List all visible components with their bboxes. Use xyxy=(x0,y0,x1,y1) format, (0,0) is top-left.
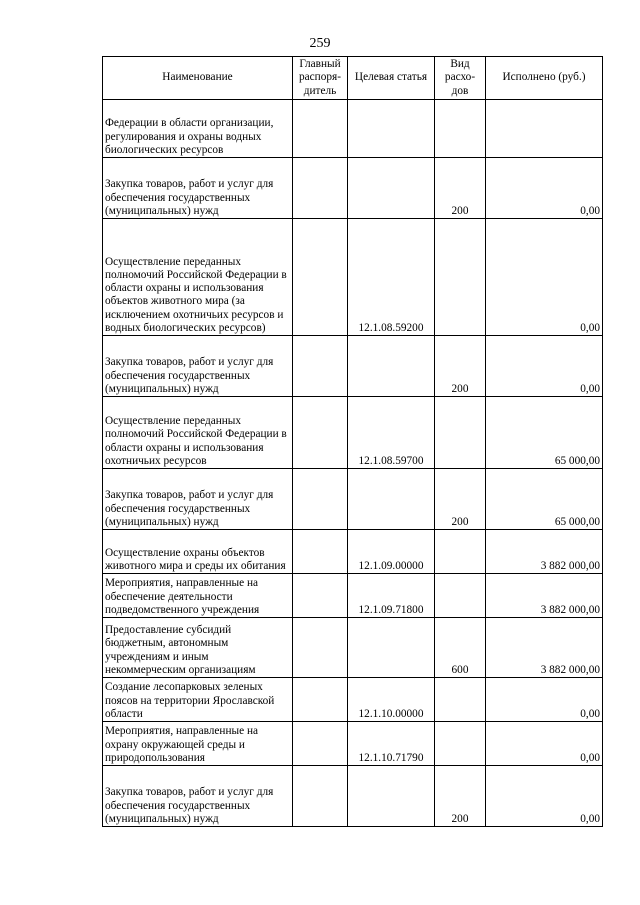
table-header-row xyxy=(103,57,603,100)
cell-admin xyxy=(293,219,348,336)
cell-name: Закупка товаров, работ и услуг для обеспечения государственных (муниципальных) нужд xyxy=(103,336,293,397)
table-row xyxy=(103,722,603,766)
cell-admin xyxy=(293,766,348,827)
table-row xyxy=(103,530,603,574)
cell-target xyxy=(348,469,435,530)
cell-type: 200 xyxy=(435,766,486,827)
cell-name: Закупка товаров, работ и услуг для обеспечения государственных (муниципальных) нужд xyxy=(103,469,293,530)
cell-name: Создание лесопарковых зеленых поясов на территории Ярославской области xyxy=(103,678,293,722)
cell-executed: 65 000,00 xyxy=(486,469,603,530)
table-row xyxy=(103,100,603,158)
cell-executed: 0,00 xyxy=(486,158,603,219)
cell-target: 12.1.09.00000 xyxy=(348,530,435,574)
header-admin: Главный распоря-дитель xyxy=(293,57,348,100)
cell-target xyxy=(348,618,435,678)
cell-name: Закупка товаров, работ и услуг для обеспечения государственных (муниципальных) нужд xyxy=(103,766,293,827)
table-row xyxy=(103,336,603,397)
cell-target: 12.1.08.59700 xyxy=(348,397,435,469)
cell-executed: 3 882 000,00 xyxy=(486,574,603,618)
cell-admin xyxy=(293,678,348,722)
cell-executed: 0,00 xyxy=(486,722,603,766)
cell-type xyxy=(435,530,486,574)
cell-type: 200 xyxy=(435,158,486,219)
cell-target: 12.1.10.71790 xyxy=(348,722,435,766)
cell-type xyxy=(435,678,486,722)
cell-name: Осуществление переданных полномочий Российской Федерации в области охраны и использования объектов животного мира (за исключением охотничьих ресурсов и водных биологических ресурсов) xyxy=(103,219,293,336)
cell-executed: 3 882 000,00 xyxy=(486,530,603,574)
cell-executed: 0,00 xyxy=(486,219,603,336)
table-row xyxy=(103,158,603,219)
cell-target xyxy=(348,336,435,397)
cell-target xyxy=(348,766,435,827)
cell-admin xyxy=(293,397,348,469)
cell-type: 600 xyxy=(435,618,486,678)
cell-target: 12.1.08.59200 xyxy=(348,219,435,336)
cell-executed xyxy=(486,100,603,158)
table-row xyxy=(103,219,603,336)
cell-executed: 0,00 xyxy=(486,336,603,397)
cell-target: 12.1.10.00000 xyxy=(348,678,435,722)
header-executed: Исполнено (руб.) xyxy=(486,57,603,100)
cell-type xyxy=(435,722,486,766)
cell-admin xyxy=(293,530,348,574)
cell-executed: 65 000,00 xyxy=(486,397,603,469)
page-number: 259 xyxy=(309,36,331,51)
cell-name: Мероприятия, направленные на охрану окружающей среды и природопользования xyxy=(103,722,293,766)
budget-execution-table xyxy=(102,56,603,827)
cell-name: Федерации в области организации, регулирования и охраны водных биологических ресурсов xyxy=(103,100,293,158)
cell-admin xyxy=(293,100,348,158)
cell-executed: 0,00 xyxy=(486,678,603,722)
cell-admin xyxy=(293,158,348,219)
cell-executed: 3 882 000,00 xyxy=(486,618,603,678)
cell-name: Осуществление охраны объектов животного мира и среды их обитания xyxy=(103,530,293,574)
cell-executed: 0,00 xyxy=(486,766,603,827)
table-row xyxy=(103,618,603,678)
cell-name: Осуществление переданных полномочий Российской Федерации в области охраны и использования охотничьих ресурсов xyxy=(103,397,293,469)
cell-target xyxy=(348,100,435,158)
cell-type: 200 xyxy=(435,336,486,397)
cell-name: Закупка товаров, работ и услуг для обеспечения государственных (муниципальных) нужд xyxy=(103,158,293,219)
header-target: Целевая статья xyxy=(348,57,435,100)
cell-type: 200 xyxy=(435,469,486,530)
cell-admin xyxy=(293,574,348,618)
table-row xyxy=(103,469,603,530)
table-row xyxy=(103,678,603,722)
cell-admin xyxy=(293,618,348,678)
cell-admin xyxy=(293,469,348,530)
cell-name: Предоставление субсидий бюджетным, автономным учреждениям и иным некоммерческим организациям xyxy=(103,618,293,678)
cell-type xyxy=(435,100,486,158)
cell-admin xyxy=(293,722,348,766)
cell-type xyxy=(435,219,486,336)
cell-target: 12.1.09.71800 xyxy=(348,574,435,618)
header-type: Вид расхо-дов xyxy=(435,57,486,100)
cell-target xyxy=(348,158,435,219)
cell-name: Мероприятия, направленные на обеспечение деятельности подведомственного учреждения xyxy=(103,574,293,618)
table-row xyxy=(103,574,603,618)
cell-admin xyxy=(293,336,348,397)
cell-type xyxy=(435,574,486,618)
cell-type xyxy=(435,397,486,469)
table-row xyxy=(103,397,603,469)
header-name: Наименование xyxy=(103,57,293,100)
table-row xyxy=(103,766,603,827)
